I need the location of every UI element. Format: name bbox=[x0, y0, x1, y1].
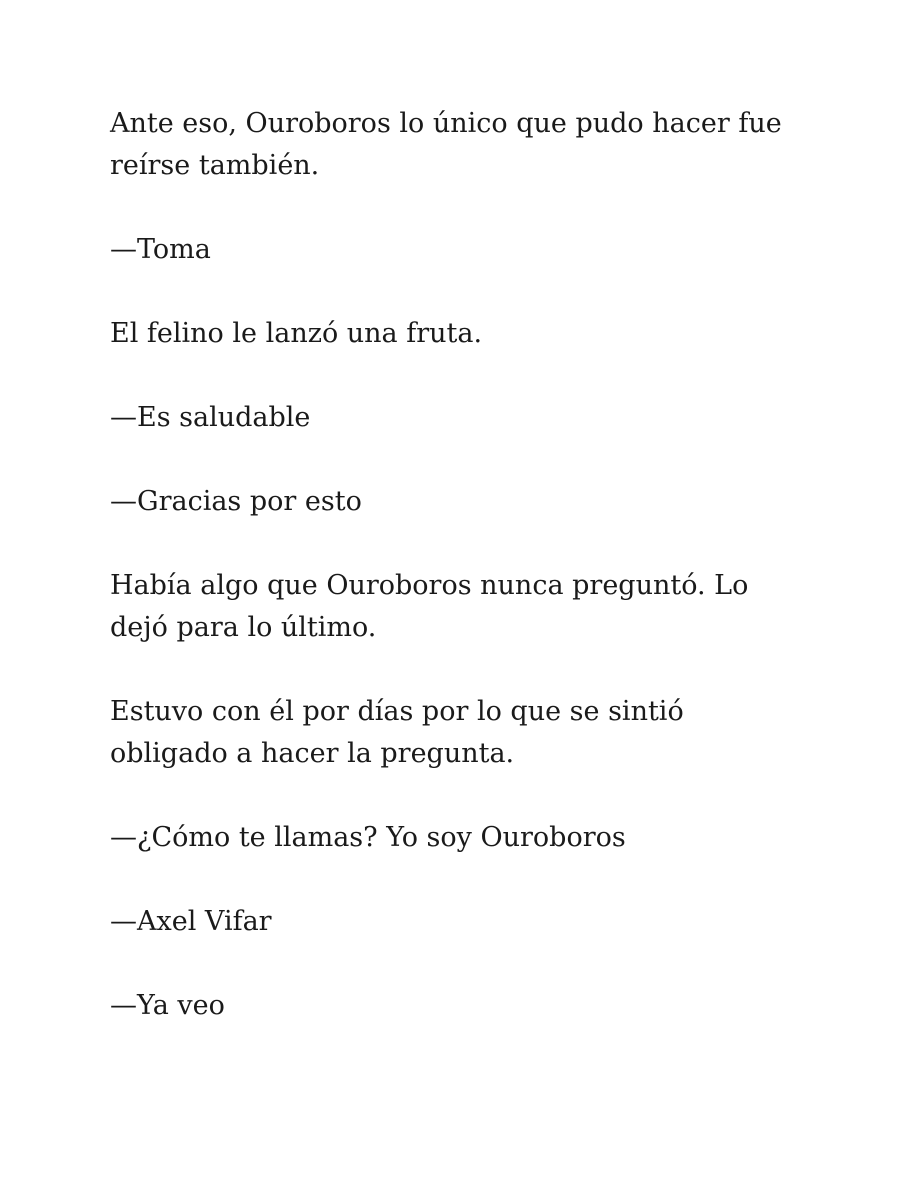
paragraph-dialogue: —Gracias por esto bbox=[110, 486, 362, 517]
paragraph-narration: Había algo que Ouroboros nunca preguntó. Lo dejó para lo último. bbox=[110, 570, 749, 643]
paragraph-narration: El felino le lanzó una fruta. bbox=[110, 318, 483, 349]
paragraph-dialogue: —Es saludable bbox=[110, 402, 311, 433]
story-text bbox=[110, 103, 790, 1069]
paragraph-dialogue: —Ya veo bbox=[110, 990, 225, 1021]
paragraph-narration: Estuvo con él por días por lo que se sintió obligado a hacer la pregunta. bbox=[110, 696, 684, 769]
paragraph-dialogue: —Toma bbox=[110, 234, 211, 265]
paragraph-dialogue: —¿Cómo te llamas? Yo soy Ouroboros bbox=[110, 822, 626, 853]
paragraph-narration: Ante eso, Ouroboros lo único que pudo hacer fue reírse también. bbox=[110, 108, 782, 181]
paragraph-dialogue: —Axel Vifar bbox=[110, 906, 272, 937]
